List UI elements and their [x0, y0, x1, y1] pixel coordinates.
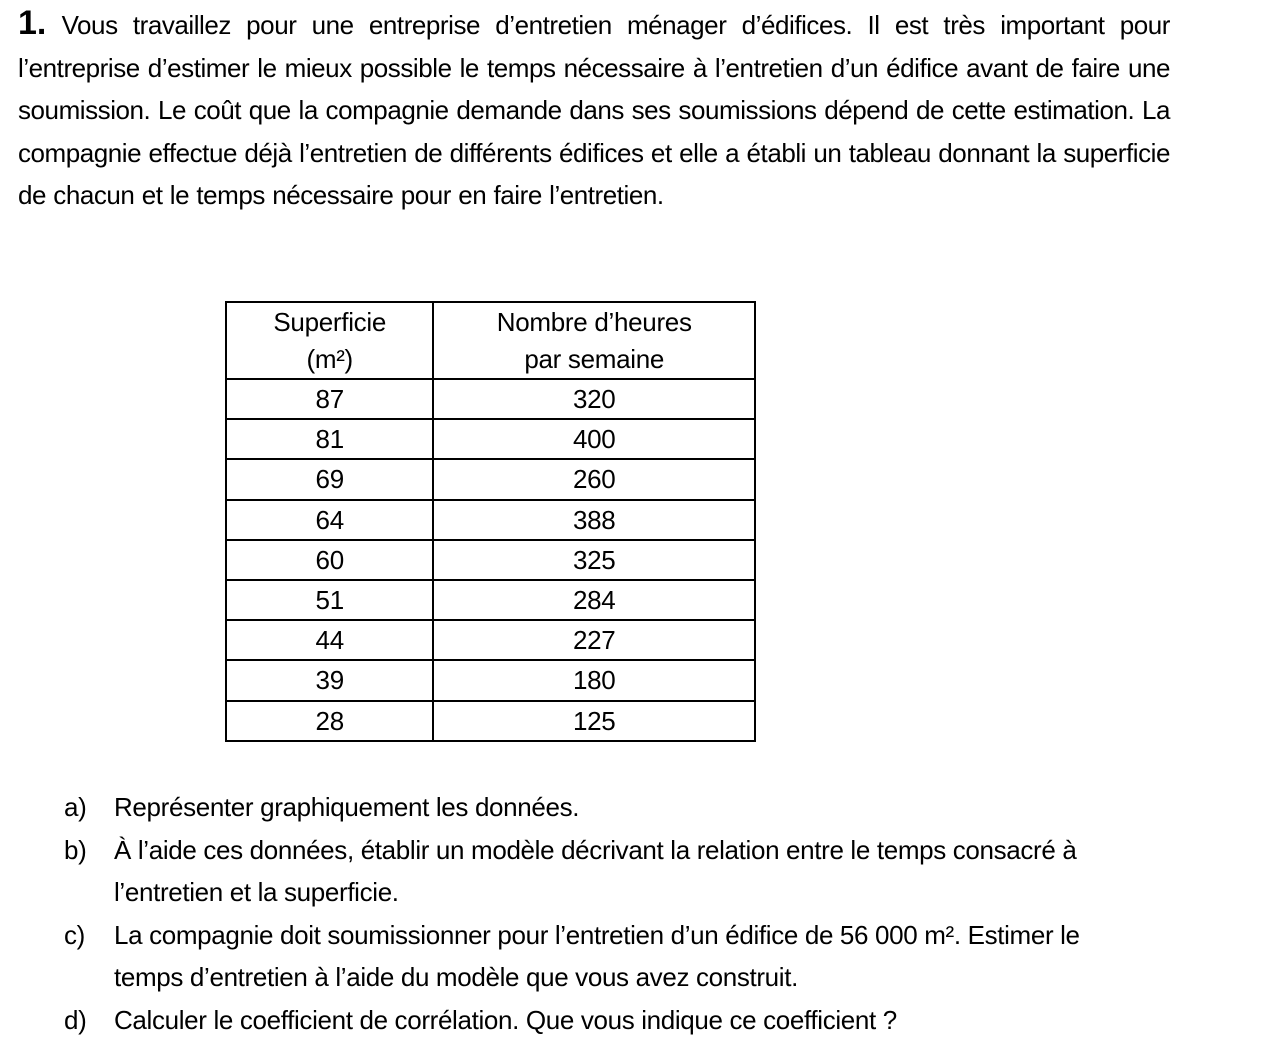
cell-superficie: 28: [226, 701, 433, 741]
table-header-row: [226, 302, 755, 379]
cell-heures: 388: [433, 500, 755, 540]
question-text: À l’aide ces données, établir un modèle décrivant la relation entre le temps consacré à l’entretien et la superficie.: [114, 835, 1077, 907]
question-d: [0, 999, 1154, 1041]
table-row: [226, 459, 755, 499]
cell-superficie: 60: [226, 540, 433, 580]
question-b: [0, 829, 1154, 913]
table-row: [226, 701, 755, 741]
header-superficie-line1: Superficie: [273, 306, 387, 337]
table-row: [226, 500, 755, 540]
header-heures-line1: Nombre d’heures: [496, 306, 692, 337]
cell-heures: 284: [433, 580, 755, 620]
question-list: [0, 786, 1278, 1041]
header-superficie-line2: (m²): [306, 343, 353, 374]
question-a: [0, 786, 1154, 828]
cell-superficie: 51: [226, 580, 433, 620]
cell-superficie: 81: [226, 419, 433, 459]
question-text: Calculer le coefficient de corrélation. Que vous indique ce coefficient ?: [114, 1005, 897, 1035]
cell-superficie: 39: [226, 660, 433, 700]
table-row: [226, 540, 755, 580]
cell-heures: 325: [433, 540, 755, 580]
header-heures-line2: par semaine: [524, 343, 665, 374]
cell-heures: 227: [433, 620, 755, 660]
question-letter: b): [64, 835, 87, 865]
table-row: [226, 379, 755, 419]
cell-superficie: 69: [226, 459, 433, 499]
problem-statement: [18, 2, 1170, 217]
cell-superficie: 87: [226, 379, 433, 419]
cell-heures: 260: [433, 459, 755, 499]
question-text: La compagnie doit soumissionner pour l’entretien d’un édifice de 56 000 m². Estimer le temps d’entretien à l’aide du modèle que vous avez construit.: [114, 920, 1080, 992]
cell-heures: 400: [433, 419, 755, 459]
question-letter: d): [64, 1005, 87, 1035]
data-table: [225, 301, 756, 742]
problem-number: 1.: [18, 4, 47, 42]
cell-heures: 125: [433, 701, 755, 741]
table-row: [226, 620, 755, 660]
question-letter: a): [64, 792, 87, 822]
header-heures: [433, 302, 755, 379]
question-letter: c): [64, 920, 85, 950]
table-row: [226, 419, 755, 459]
question-c: [0, 914, 1154, 998]
cell-superficie: 44: [226, 620, 433, 660]
table-row: [226, 660, 755, 700]
header-superficie: [226, 302, 433, 379]
problem-intro-text: Vous travaillez pour une entreprise d’entretien ménager d’édifices. Il est très important pour l’entreprise d’estimer le mieux possible le temps nécessaire à l’entretien d’un édifice avant de faire une soumission. Le coût que la compagnie demande dans ses soumissions dépend de cette estimation. La compagnie effectue déjà l’entretien de différents édifices et elle a établi un tableau donnant la superficie de chacun et le temps nécessaire pour en faire l’entretien.: [18, 10, 1170, 211]
table-row: [226, 580, 755, 620]
cell-heures: 320: [433, 379, 755, 419]
cell-heures: 180: [433, 660, 755, 700]
cell-superficie: 64: [226, 500, 433, 540]
question-text: Représenter graphiquement les données.: [114, 792, 580, 822]
